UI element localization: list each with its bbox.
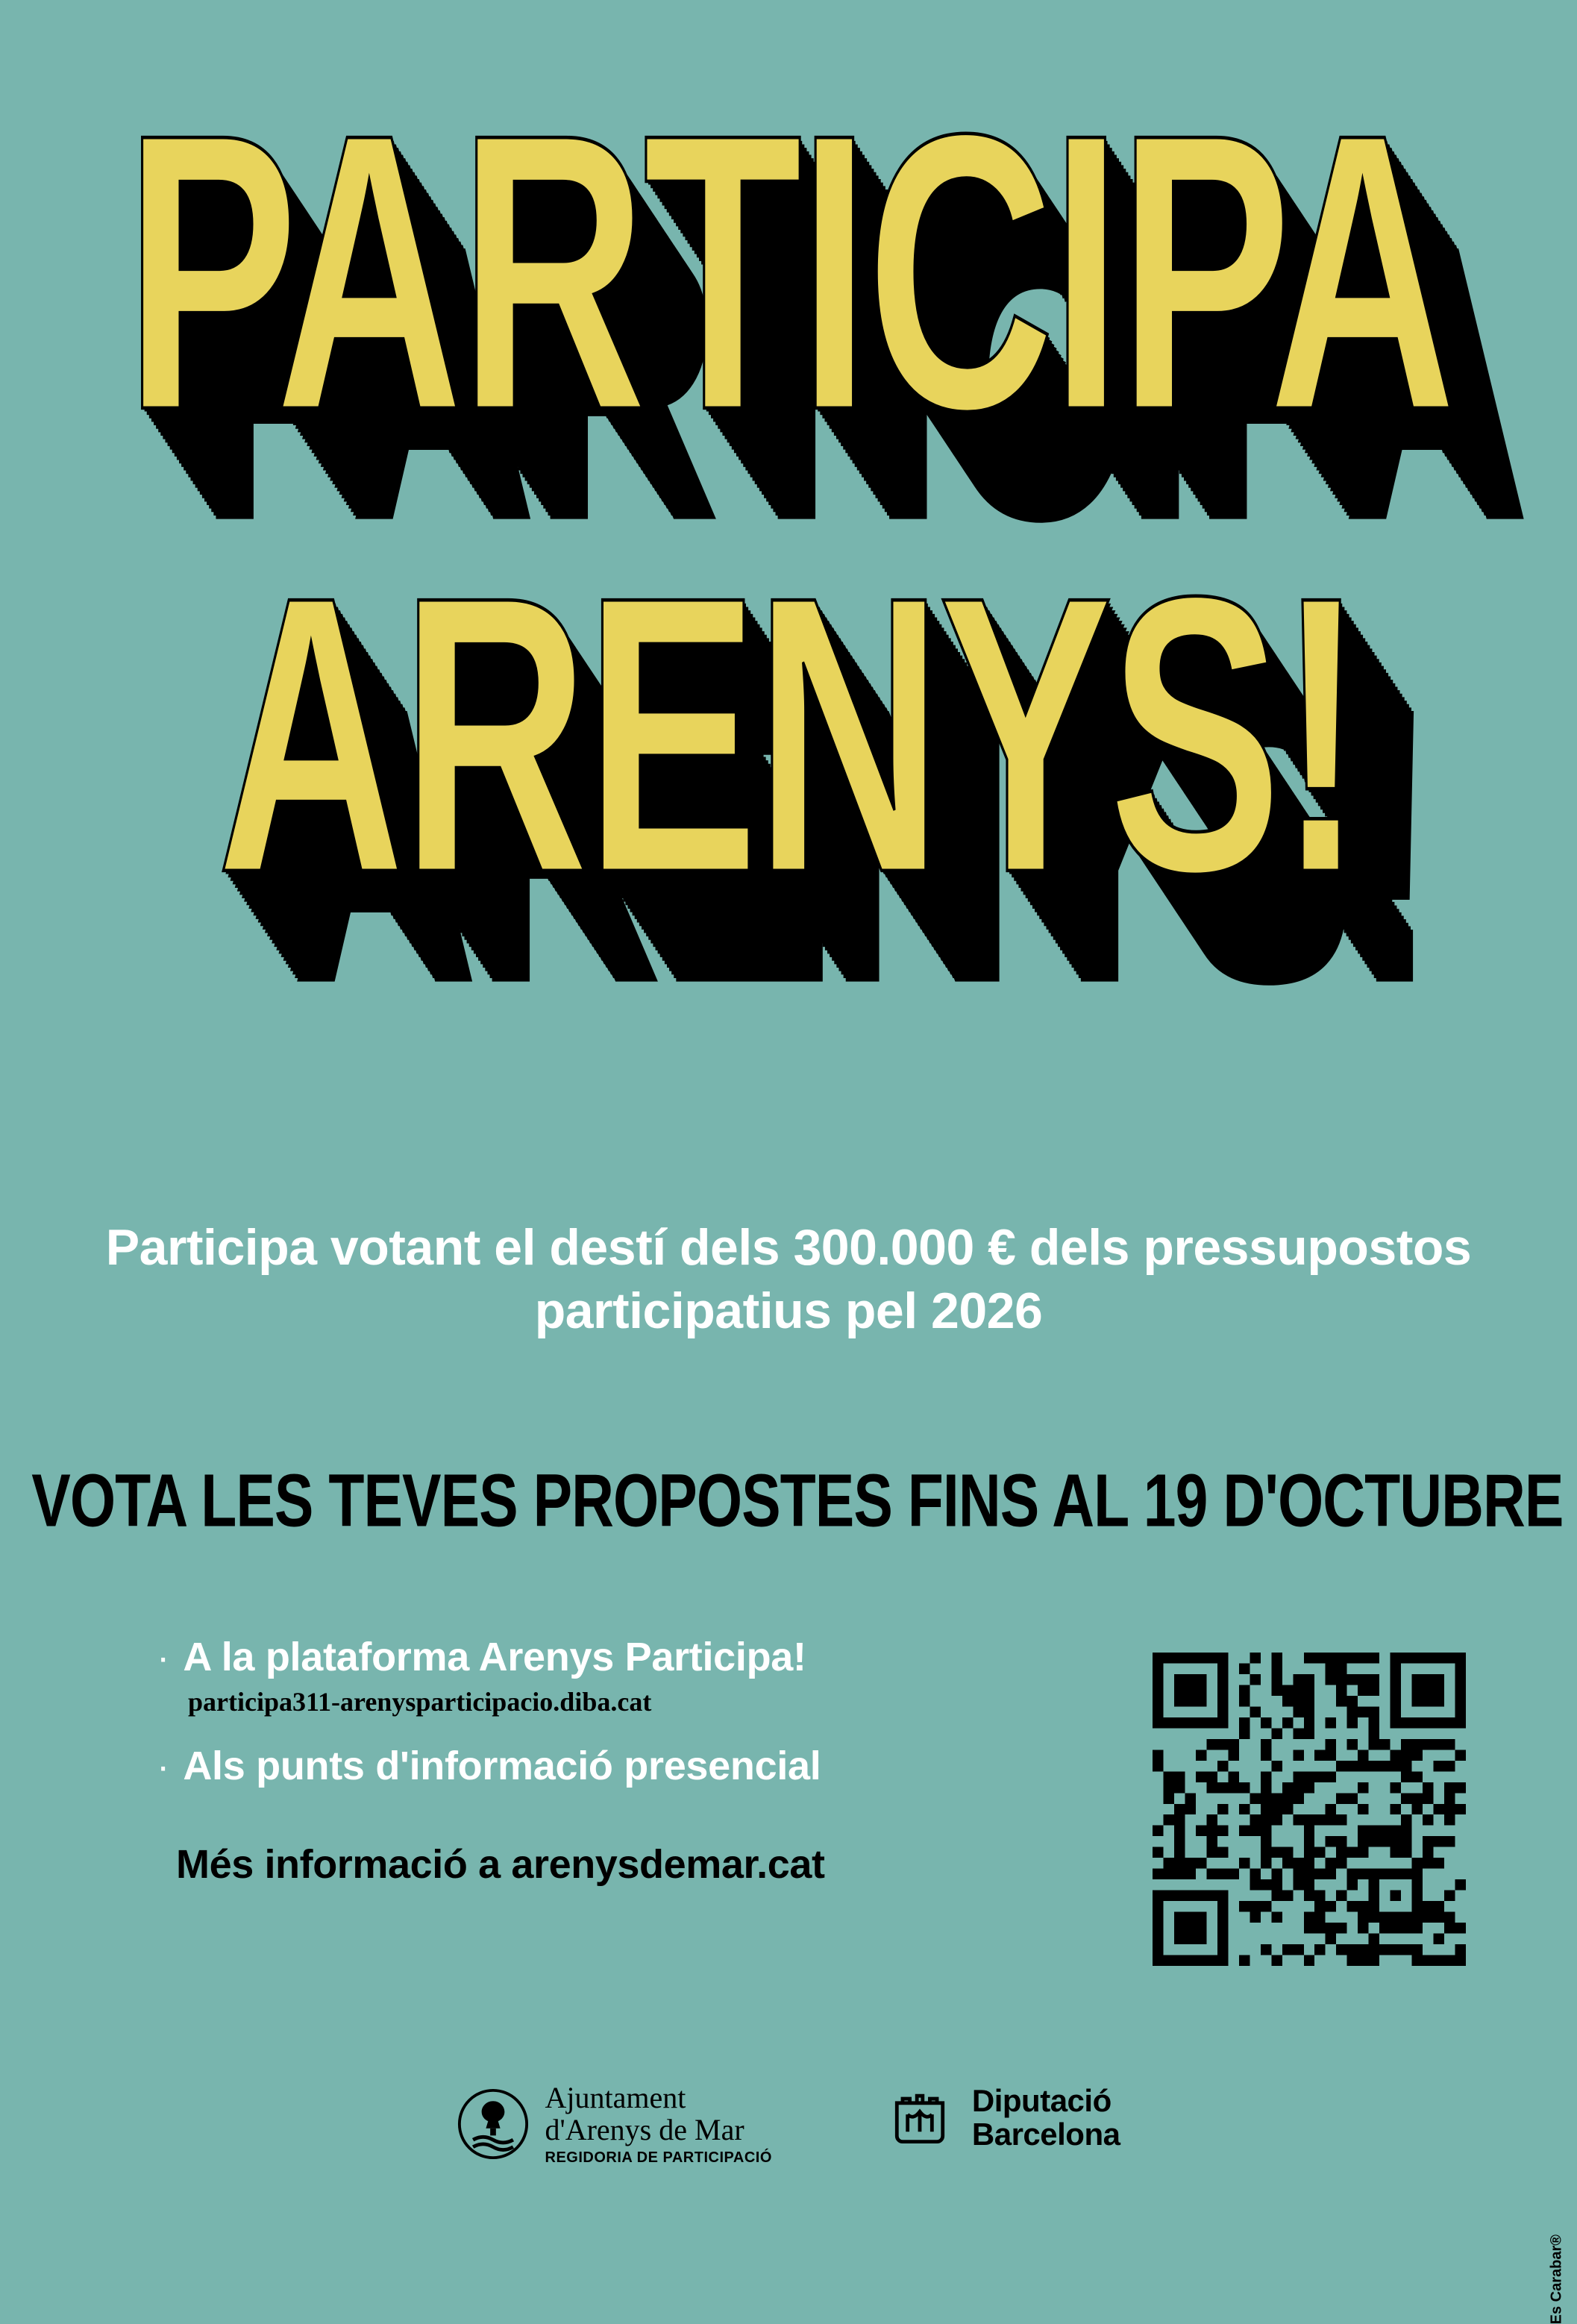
logo-diputacio-text <box>972 2084 1120 2152</box>
logo-diputacio-barcelona <box>884 2082 1120 2153</box>
deadline-banner: VOTA LES TEVES PROPOSTES FINS AL 19 D'OCTUBRE <box>31 1459 1564 1543</box>
bullet-label-platform: A la plataforma Arenys Participa! <box>183 1635 806 1679</box>
bullet-dot-icon: · <box>157 1745 170 1788</box>
subtitle: Participa votant el destí dels 300.000 € dels pressupostos participatius pel 2026 <box>105 1219 1472 1339</box>
logo-diputacio-line2: Barcelona <box>971 2117 1120 2152</box>
logo-diputacio-line1: Diputació <box>971 2082 1112 2118</box>
footer-logos <box>0 2082 1577 2167</box>
tree-shield-crest-icon <box>457 2088 529 2160</box>
headline-line-2: ARENYS! <box>216 515 1361 955</box>
headline-line-1: PARTICIPA <box>125 52 1452 492</box>
logo-ajuntament-line1: Ajuntament <box>545 2081 686 2114</box>
headline-block <box>0 52 1577 1171</box>
bullet-dot-icon: · <box>157 1636 170 1679</box>
logo-ajuntament-line3: REGIDORIA DE PARTICIPACIÓ <box>545 2149 772 2167</box>
designer-credit: Es Carabar® <box>1548 2234 1564 2324</box>
platform-url[interactable]: participa311-arenysparticipacio.diba.cat <box>188 1687 652 1717</box>
info-block <box>157 1634 1089 1888</box>
diba-crest-icon <box>884 2082 956 2153</box>
list-item <box>157 1634 1089 1680</box>
bullet-label-presencial: Als punts d'informació presencial <box>183 1744 821 1788</box>
logo-ajuntament-text <box>545 2082 772 2167</box>
logo-ajuntament-line2: d'Arenys de Mar <box>545 2113 744 2147</box>
logo-ajuntament-arenys <box>457 2082 772 2167</box>
qr-code[interactable] <box>1153 1653 1466 1966</box>
list-item <box>157 1743 1089 1789</box>
more-info-text: Més informació a arenysdemar.cat <box>176 1842 825 1887</box>
qr-code-canvas <box>1153 1653 1466 1966</box>
